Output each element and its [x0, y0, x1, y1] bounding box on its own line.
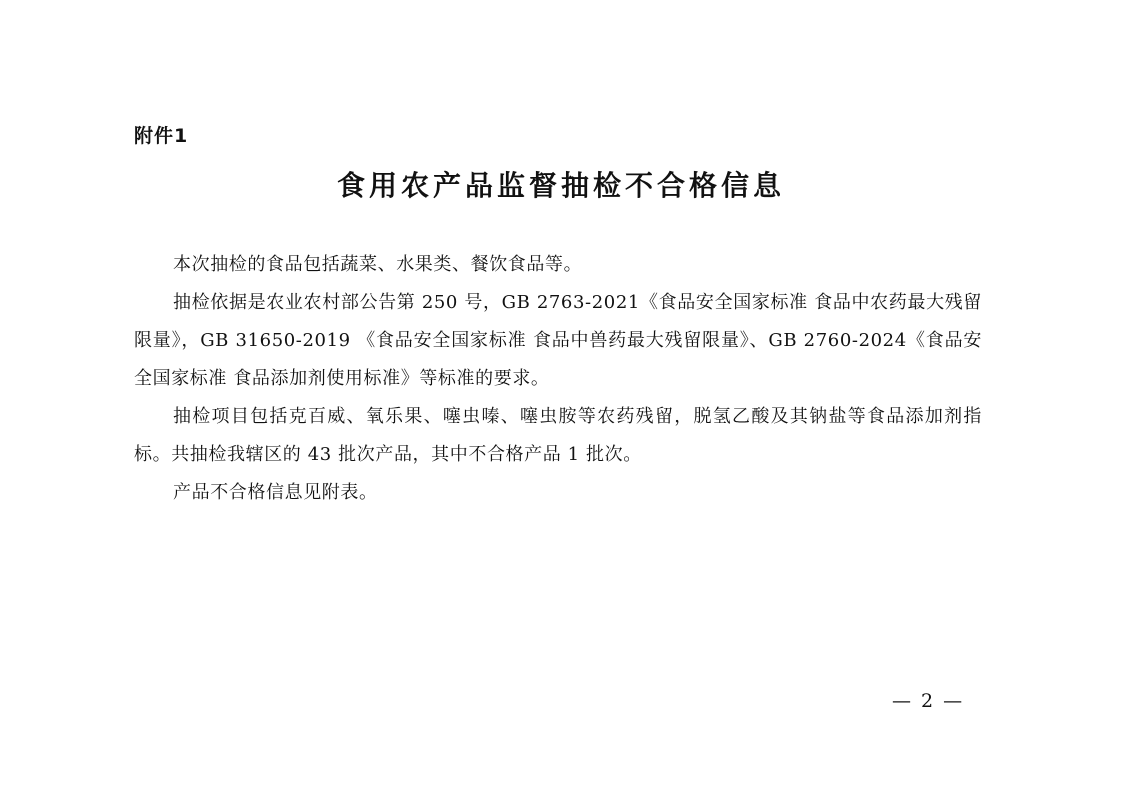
paragraph-items: 抽检项目包括克百威、氧乐果、噻虫嗪、噻虫胺等农药残留，脱氢乙酸及其钠盐等食品添加剂指标。共抽检我辖区的 43 批次产品，其中不合格产品 1 批次。 [134, 406, 982, 465]
paragraph-scope: 本次抽检的食品包括蔬菜、水果类、餐饮食品等。 [173, 254, 583, 275]
document-title: 食用农产品监督抽检不合格信息 [336, 169, 785, 202]
document-body [134, 246, 982, 512]
paragraph-appendix-note: 产品不合格信息见附表。 [173, 482, 378, 503]
page-number: — 2 — [892, 690, 965, 712]
attachment-label: 附件1 [134, 125, 189, 147]
paragraph-basis: 抽检依据是农业农村部公告第 250 号，GB 2763-2021《食品安全国家标准 食品中农药最大残留限量》，GB 31650-2019 《食品安全国家标准 食品中兽药最大残留限量》、GB 2760-2024《食品安全国家标准 食品添加剂使用标准》等标准的要求。 [134, 292, 982, 389]
